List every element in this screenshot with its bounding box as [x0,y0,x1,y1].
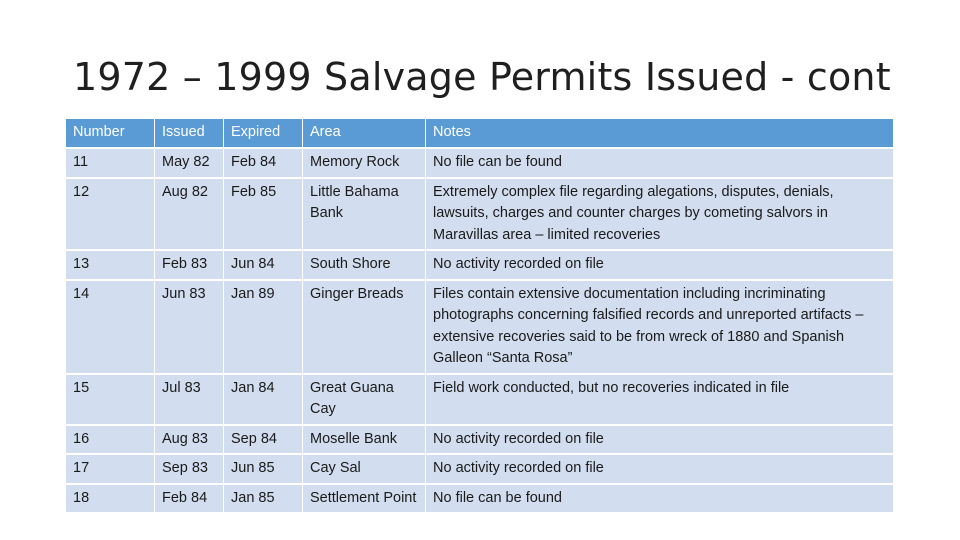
table-row [66,455,893,483]
header-number: Number [66,119,155,147]
table-row [66,281,893,373]
header-issued: Issued [155,119,224,147]
cell-expired: Feb 85 [224,179,303,250]
cell-issued: Aug 82 [155,179,224,250]
cell-expired: Sep 84 [224,426,303,454]
cell-notes: Field work conducted, but no recoveries indicated in file [426,375,893,424]
table-row [66,426,893,454]
slide-title: 1972 – 1999 Salvage Permits Issued - cont [73,55,891,99]
header-expired: Expired [224,119,303,147]
cell-number: 16 [66,426,155,454]
cell-notes: No activity recorded on file [426,251,893,279]
cell-issued: Jul 83 [155,375,224,424]
cell-issued: Feb 84 [155,485,224,513]
header-area: Area [303,119,426,147]
cell-expired: Jun 85 [224,455,303,483]
cell-expired: Jan 85 [224,485,303,513]
cell-number: 12 [66,179,155,250]
cell-issued: Jun 83 [155,281,224,373]
cell-number: 17 [66,455,155,483]
cell-issued: Feb 83 [155,251,224,279]
permits-table [66,117,893,514]
cell-notes: Extremely complex file regarding alegations, disputes, denials, lawsuits, charges and counter charges by cometing salvors in Maravillas area – limited recoveries [426,179,893,250]
cell-issued: May 82 [155,149,224,177]
cell-number: 13 [66,251,155,279]
cell-expired: Jan 84 [224,375,303,424]
cell-notes: No file can be found [426,485,893,513]
cell-area: South Shore [303,251,426,279]
cell-area: Ginger Breads [303,281,426,373]
cell-issued: Aug 83 [155,426,224,454]
cell-expired: Jun 84 [224,251,303,279]
cell-number: 15 [66,375,155,424]
cell-notes: No activity recorded on file [426,455,893,483]
cell-number: 14 [66,281,155,373]
table-row [66,485,893,513]
cell-area: Moselle Bank [303,426,426,454]
header-notes: Notes [426,119,893,147]
cell-notes: No activity recorded on file [426,426,893,454]
cell-expired: Feb 84 [224,149,303,177]
cell-issued: Sep 83 [155,455,224,483]
cell-area: Memory Rock [303,149,426,177]
cell-number: 11 [66,149,155,177]
cell-area: Great Guana Cay [303,375,426,424]
table-row [66,375,893,424]
table-row [66,179,893,250]
cell-expired: Jan 89 [224,281,303,373]
cell-number: 18 [66,485,155,513]
cell-area: Little Bahama Bank [303,179,426,250]
table-row [66,251,893,279]
table-header-row [66,119,893,147]
cell-area: Cay Sal [303,455,426,483]
cell-notes: No file can be found [426,149,893,177]
table-row [66,149,893,177]
cell-notes: Files contain extensive documentation including incriminating photographs concerning falsified records and unreported artifacts – extensive recoveries said to be from wreck of 1880 and Spanish Galleon “Santa Rosa” [426,281,893,373]
cell-area: Settlement Point [303,485,426,513]
